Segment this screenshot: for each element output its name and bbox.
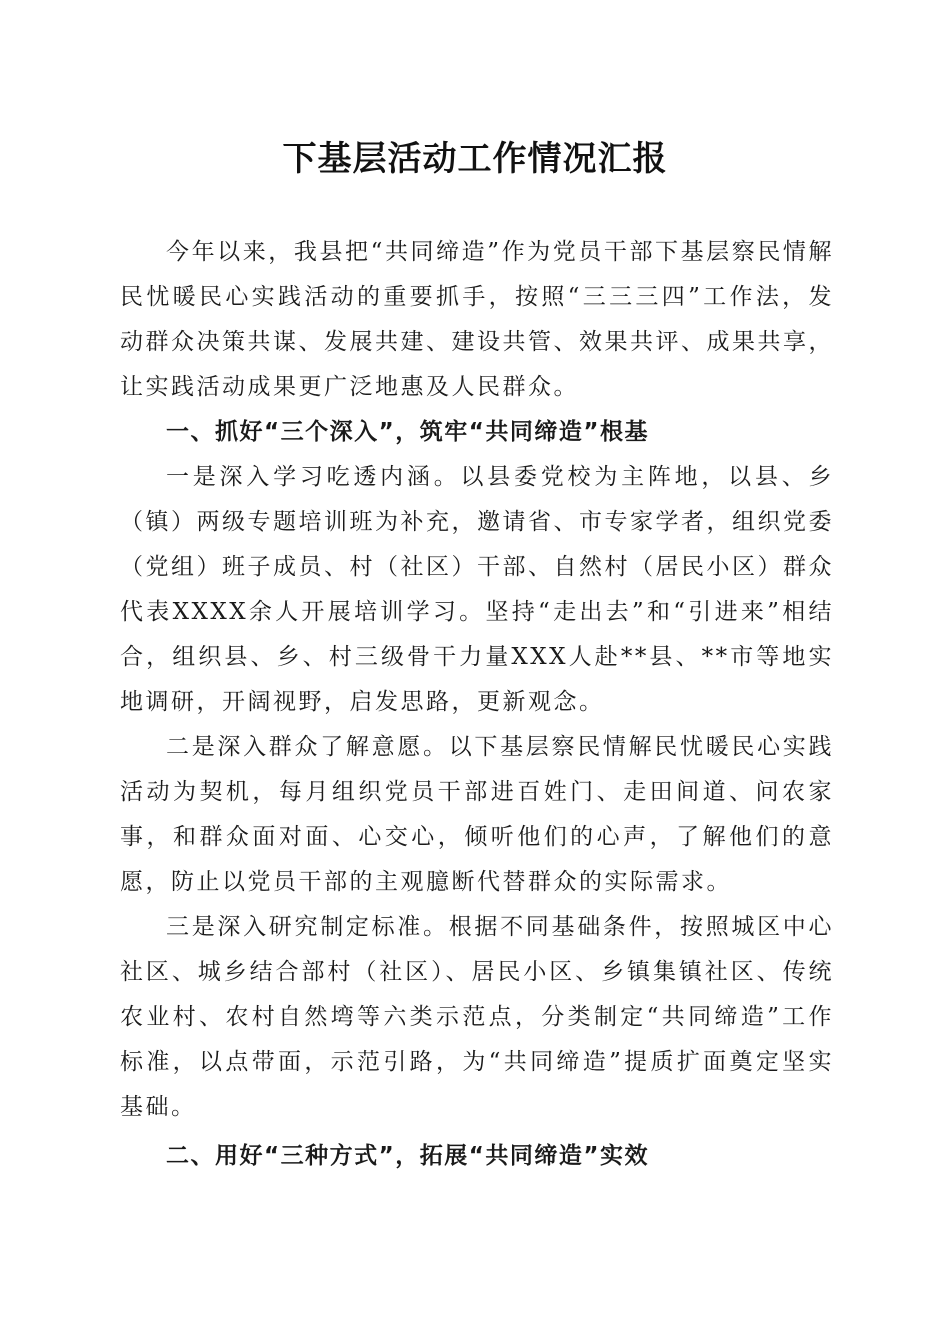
section-heading-1: 一、抓好“三个深入”，筑牢“共同缔造”根基 [166,419,649,445]
body-paragraph: 二是深入群众了解意愿。以下基层察民情解民忧暖民心实践活动为契机，每月组织党员干部进百姓门、走田间道、问农家事，和群众面对面、心交心，倾听他们的心声，了解他们的意愿，防止以党员干部的主观臆断代替群众的实际需求。 [120,734,834,895]
section-heading-2: 二、用好“三种方式”，拓展“共同缔造”实效 [166,1143,649,1169]
document-body [120,230,834,1179]
body-paragraph: 三是深入研究制定标准。根据不同基础条件，按照城区中心社区、城乡结合部村（社区）、居民小区、乡镇集镇社区、传统农业村、农村自然塆等六类示范点，分类制定“共同缔造”工作标准，以点带面，示范引路，为“共同缔造”提质扩面奠定坚实基础。 [120,914,834,1120]
intro-paragraph: 今年以来，我县把“共同缔造”作为党员干部下基层察民情解民忧暖民心实践活动的重要抓手，按照“三三三四”工作法，发动群众决策共谋、发展共建、建设共管、效果共评、成果共享，让实践活动成果更广泛地惠及人民群众。 [120,239,834,400]
document-title: 下基层活动工作情况汇报 [282,139,668,179]
body-paragraph: 一是深入学习吃透内涵。以县委党校为主阵地，以县、乡（镇）两级专题培训班为补充，邀请省、市专家学者，组织党委（党组）班子成员、村（社区）干部、自然村（居民小区）群众代表XXXX余人开展培训学习。坚持“走出去”和“引进来”相结合，组织县、乡、村三级骨干力量XXX人赴**县、**市等地实地调研，开阔视野，启发思路，更新观念。 [120,464,834,715]
